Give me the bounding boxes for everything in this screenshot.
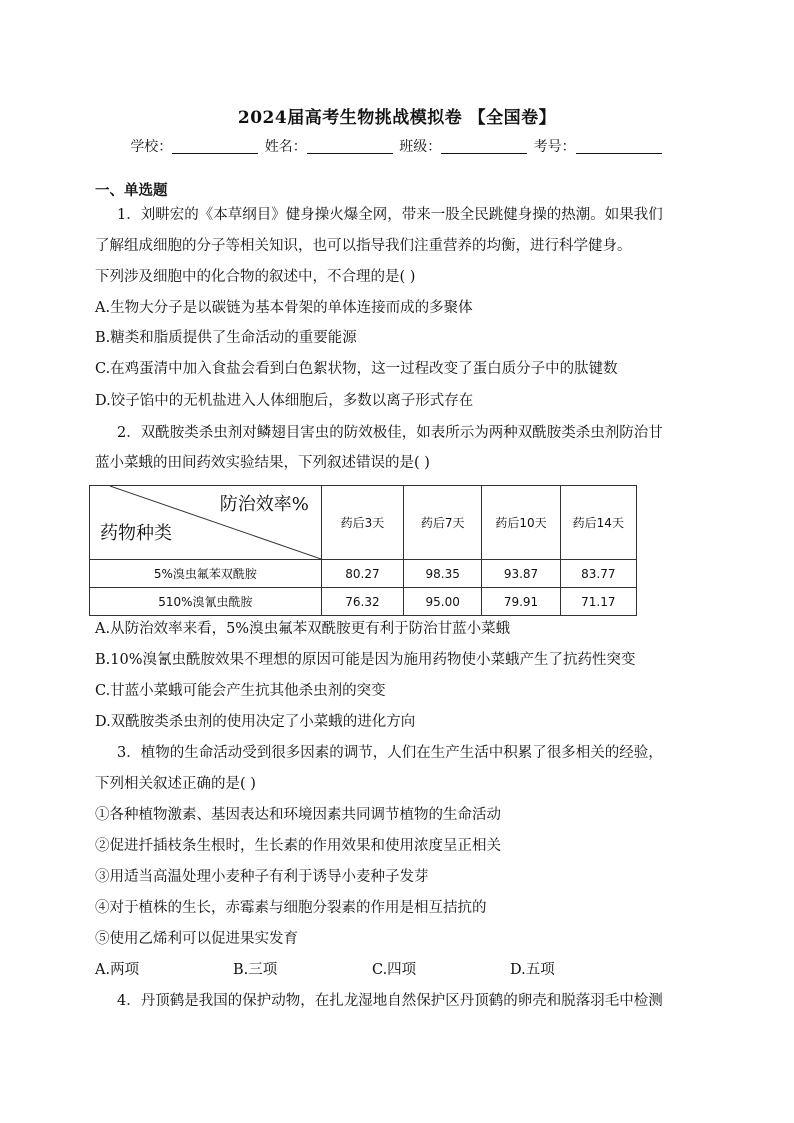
table-cell: 83.77 bbox=[560, 560, 636, 588]
school-blank[interactable] bbox=[172, 139, 258, 154]
table-cell: 80.27 bbox=[321, 560, 403, 588]
table-corner-cell bbox=[90, 486, 322, 560]
row-name: 5%溴虫氟苯双酰胺 bbox=[90, 560, 322, 588]
q2-option-a[interactable]: A.从防治效率来看，5%溴虫氟苯双酰胺更有利于防治甘蓝小菜蛾 bbox=[95, 621, 511, 637]
table-cell: 95.00 bbox=[404, 588, 482, 616]
efficacy-table bbox=[89, 485, 637, 616]
table-col-header: 药后14天 bbox=[560, 486, 636, 560]
q2-line: 2．双酰胺类杀虫剂对鳞翅目害虫的防效极佳，如表所示为两种双酰胺类杀虫剂防治甘 bbox=[117, 425, 663, 441]
section-heading: 一、单选题 bbox=[95, 182, 168, 199]
table-row bbox=[90, 588, 637, 616]
student-info-line bbox=[0, 136, 794, 156]
q1-option-b[interactable]: B.糖类和脂质提供了生命活动的重要能源 bbox=[95, 330, 357, 346]
q2-option-d[interactable]: D.双酰胺类杀虫剂的使用决定了小菜蛾的进化方向 bbox=[95, 714, 416, 730]
q4-line: 4．丹顶鹤是我国的保护动物，在扎龙湿地自然保护区丹顶鹤的卵壳和脱落羽毛中检测 bbox=[117, 993, 663, 1009]
class-blank[interactable] bbox=[441, 139, 527, 154]
q3-item: ④对于植株的生长，赤霉素与细胞分裂素的作用是相互拮抗的 bbox=[95, 900, 487, 916]
corner-top-label: 防治效率% bbox=[219, 494, 309, 515]
table-cell: 93.87 bbox=[482, 560, 560, 588]
q3-item: ②促进扦插枝条生根时，生长素的作用效果和使用浓度呈正相关 bbox=[95, 838, 501, 854]
table-cell: 79.91 bbox=[482, 588, 560, 616]
q3-item: ③用适当高温处理小麦种子有利于诱导小麦种子发芽 bbox=[95, 869, 429, 885]
name-blank[interactable] bbox=[307, 139, 393, 154]
table-col-header: 药后3天 bbox=[321, 486, 403, 560]
exam-title: 2024届高考生物挑战模拟卷 【全国卷】 bbox=[237, 108, 557, 128]
q1-line: 下列涉及细胞中的化合物的叙述中，不合理的是( ) bbox=[95, 269, 416, 285]
q3-option-a[interactable]: A.两项 bbox=[95, 962, 140, 978]
q2-option-c[interactable]: C.甘蓝小菜蛾可能会产生抗其他杀虫剂的突变 bbox=[95, 683, 386, 699]
table-cell: 98.35 bbox=[404, 560, 482, 588]
q1-option-d[interactable]: D.饺子馅中的无机盐进入人体细胞后，多数以离子形式存在 bbox=[95, 393, 474, 409]
q2-line: 蓝小菜蛾的田间药效实验结果，下列叙述错误的是( ) bbox=[95, 455, 430, 471]
class-label: 班级： bbox=[399, 139, 442, 155]
q2-option-b[interactable]: B.10%溴氰虫酰胺效果不理想的原因可能是因为施用药物使小菜蛾产生了抗药性突变 bbox=[95, 652, 636, 668]
q3-line: 3．植物的生命活动受到很多因素的调节，人们在生产生活中积累了很多相关的经验， bbox=[117, 745, 663, 761]
table-col-header: 药后7天 bbox=[404, 486, 482, 560]
row-name: 510%溴氰虫酰胺 bbox=[90, 588, 322, 616]
q1-option-a[interactable]: A.生物大分子是以碳链为基本骨架的单体连接而成的多聚体 bbox=[95, 300, 473, 316]
table-col-header: 药后10天 bbox=[482, 486, 560, 560]
q1-line: 1．刘畊宏的《本草纲目》健身操火爆全网，带来一股全民跳健身操的热潮。如果我们 bbox=[117, 207, 663, 223]
corner-bottom-label: 药物种类 bbox=[100, 523, 172, 544]
school-label: 学校： bbox=[130, 139, 173, 155]
q3-option-b[interactable]: B.三项 bbox=[233, 962, 278, 978]
name-label: 姓名： bbox=[264, 139, 307, 155]
number-blank[interactable] bbox=[576, 139, 662, 154]
q3-item: ⑤使用乙烯利可以促进果实发育 bbox=[95, 931, 298, 947]
q1-line: 了解组成细胞的分子等相关知识，也可以指导我们注重营养的均衡，进行科学健身。 bbox=[95, 238, 632, 254]
q3-option-c[interactable]: C.四项 bbox=[372, 962, 417, 978]
table-row bbox=[90, 560, 637, 588]
table-cell: 71.17 bbox=[560, 588, 636, 616]
table-cell: 76.32 bbox=[321, 588, 403, 616]
number-label: 考号： bbox=[533, 139, 576, 155]
q3-options bbox=[95, 960, 555, 980]
q3-line: 下列相关叙述正确的是( ) bbox=[95, 776, 256, 792]
q3-item: ①各种植物激素、基因表达和环境因素共同调节植物的生命活动 bbox=[95, 807, 501, 823]
q1-option-c[interactable]: C.在鸡蛋清中加入食盐会看到白色絮状物，这一过程改变了蛋白质分子中的肽键数 bbox=[95, 361, 618, 377]
q3-option-d[interactable]: D.五项 bbox=[510, 962, 555, 978]
